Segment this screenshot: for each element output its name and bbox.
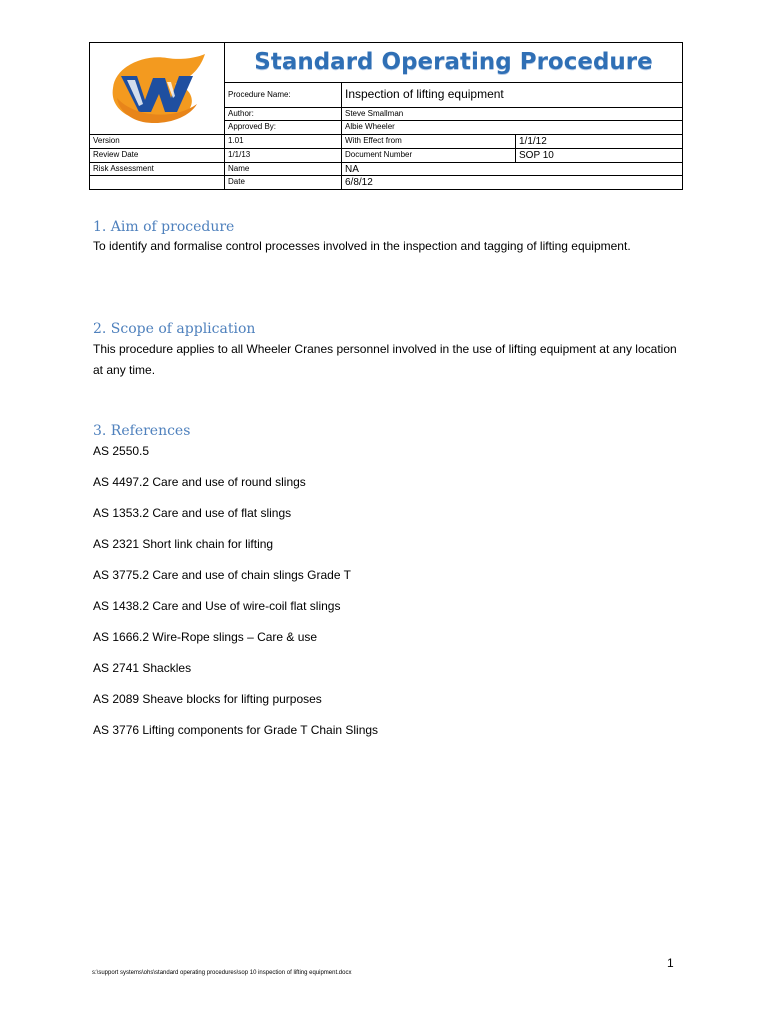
author-value: Steve Smallman xyxy=(342,108,683,121)
reference-item: AS 2550.5 xyxy=(93,444,150,458)
document-number-value: SOP 10 xyxy=(516,149,683,163)
sop-header-table xyxy=(89,42,683,190)
reference-item: AS 3775.2 Care and use of chain slings Grade T xyxy=(93,568,351,582)
references-heading: 3. References xyxy=(93,423,191,439)
reference-item: AS 1438.2 Care and Use of wire-coil flat slings xyxy=(93,599,341,613)
document-number-label: Document Number xyxy=(342,149,516,163)
version-value: 1.01 xyxy=(225,135,342,149)
approved-by-label: Approved By: xyxy=(225,121,342,135)
date-label: Date xyxy=(225,176,342,190)
name-label: Name xyxy=(225,163,342,176)
approved-by-value: Albie Wheeler xyxy=(342,121,683,135)
page-number: 1 xyxy=(667,956,674,970)
effect-label: With Effect from xyxy=(342,135,516,149)
document-title: Standard Operating Procedure xyxy=(225,43,683,83)
references-list xyxy=(93,443,378,753)
aim-heading: 1. Aim of procedure xyxy=(93,219,235,235)
wheeler-cranes-logo xyxy=(105,48,210,126)
effect-value: 1/1/12 xyxy=(516,135,683,149)
risk-assessment-label: Risk Assessment xyxy=(90,163,225,176)
company-logo-cell xyxy=(90,43,225,135)
footer-file-path: s:\support systems\ohs\standard operating procedures\sop 10 inspection of lifting equipment.docx xyxy=(92,970,352,976)
procedure-name-value: Inspection of lifting equipment xyxy=(342,83,683,108)
version-label: Version xyxy=(90,135,225,149)
date-value: 6/8/12 xyxy=(342,176,683,190)
risk-assessment-blank xyxy=(90,176,225,190)
reference-item: AS 4497.2 Care and use of round slings xyxy=(93,475,306,489)
author-label: Author: xyxy=(225,108,342,121)
scope-heading: 2. Scope of application xyxy=(93,321,256,337)
reference-item: AS 1666.2 Wire-Rope slings – Care & use xyxy=(93,630,318,644)
name-value: NA xyxy=(342,163,683,176)
reference-item: AS 2321 Short link chain for lifting xyxy=(93,537,274,551)
procedure-name-label: Procedure Name: xyxy=(225,83,342,108)
reference-item: AS 1353.2 Care and use of flat slings xyxy=(93,506,292,520)
reference-item: AS 3776 Lifting components for Grade T Chain Slings xyxy=(93,723,379,737)
review-date-value: 1/1/13 xyxy=(225,149,342,163)
scope-text: This procedure applies to all Wheeler Cranes personnel involved in the use of lifting equipment at any location at any time. xyxy=(93,342,677,377)
aim-text: To identify and formalise control processes involved in the inspection and tagging of lifting equipment. xyxy=(93,239,631,253)
reference-item: AS 2089 Sheave blocks for lifting purposes xyxy=(93,692,322,706)
review-date-label: Review Date xyxy=(90,149,225,163)
reference-item: AS 2741 Shackles xyxy=(93,661,192,675)
